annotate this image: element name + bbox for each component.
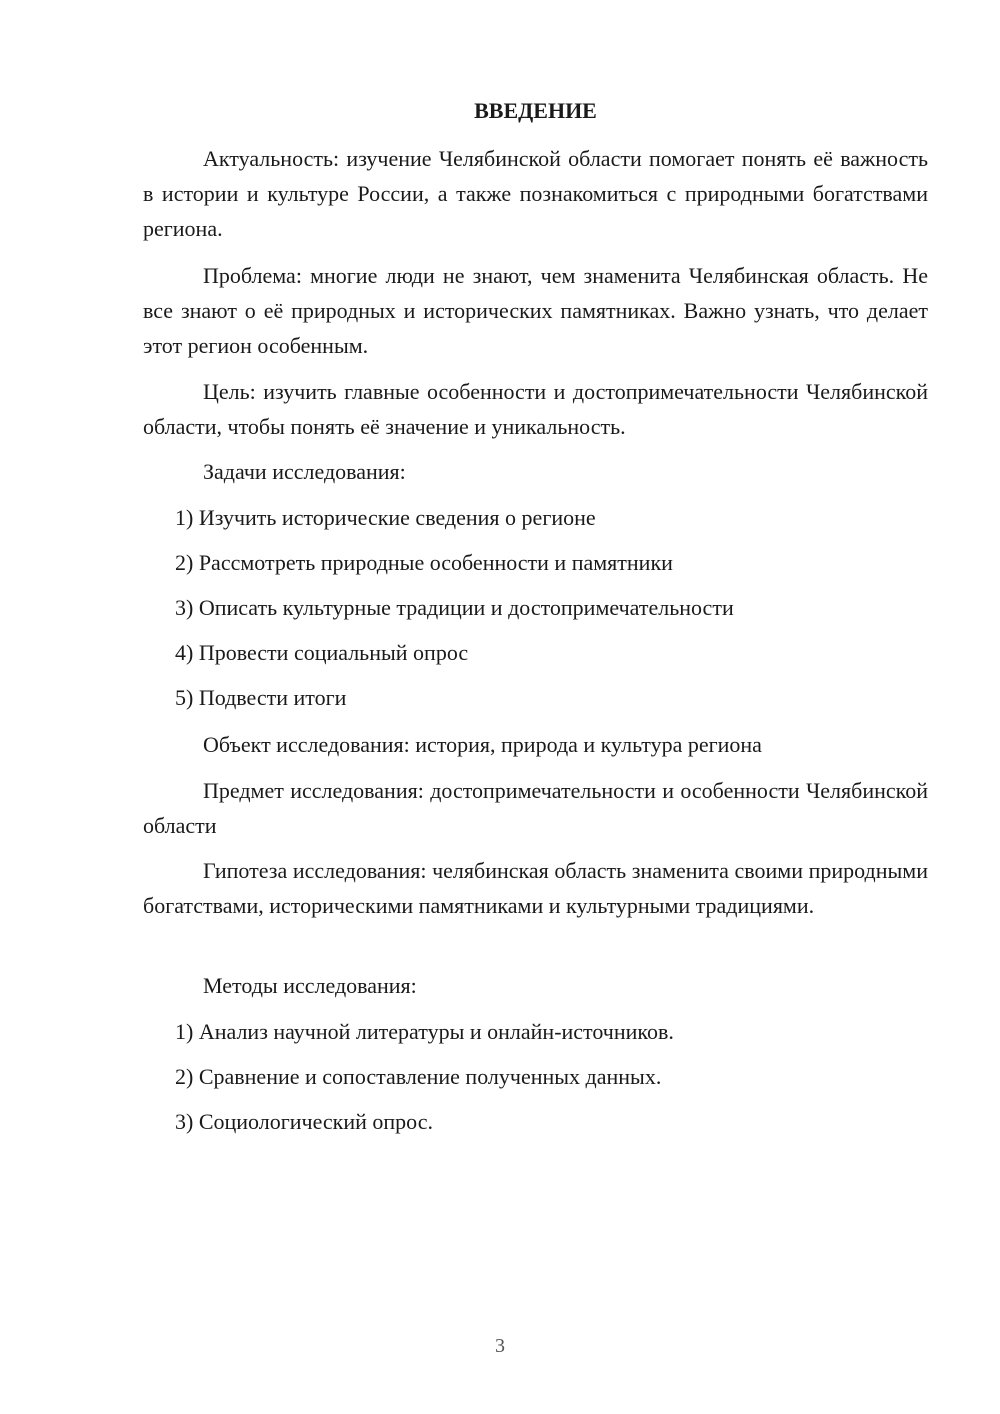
methods-heading: Методы исследования: [203,973,417,998]
subject-paragraph: Предмет исследования: достопримечательности и особенности Челябинской области [143,778,928,838]
goal-paragraph: Цель: изучить главные особенности и достопримечательности Челябинской области, чтобы понять её значение и уникальность. [143,379,928,439]
section-title: ВВЕДЕНИЕ [474,98,597,123]
method-item-2: 2) Сравнение и сопоставление полученных данных. [175,1064,662,1089]
task-item-3: 3) Описать культурные традиции и достопримечательности [175,595,734,620]
method-item-1: 1) Анализ научной литературы и онлайн-источников. [175,1019,674,1044]
task-item-5: 5) Подвести итоги [175,685,347,710]
problem-paragraph: Проблема: многие люди не знают, чем знаменита Челябинская область. Не все знают о её природных и исторических памятниках. Важно узнать, что делает этот регион особенным. [143,263,928,358]
task-item-4: 4) Провести социальный опрос [175,640,469,665]
method-item-3: 3) Социологический опрос. [175,1109,433,1134]
hypothesis-paragraph: Гипотеза исследования: челябинская область знаменита своими природными богатствами, историческими памятниками и культурными традициями. [143,858,928,918]
task-item-2: 2) Рассмотреть природные особенности и памятники [175,550,673,575]
tasks-heading: Задачи исследования: [203,459,406,484]
object-paragraph: Объект исследования: история, природа и культура региона [203,732,762,757]
relevance-paragraph: Актуальность: изучение Челябинской области помогает понять её важность в истории и культуре России, а также познакомиться с природными богатствами региона. [143,146,928,241]
task-item-1: 1) Изучить исторические сведения о регионе [175,505,596,530]
page-number: 3 [495,1335,505,1357]
